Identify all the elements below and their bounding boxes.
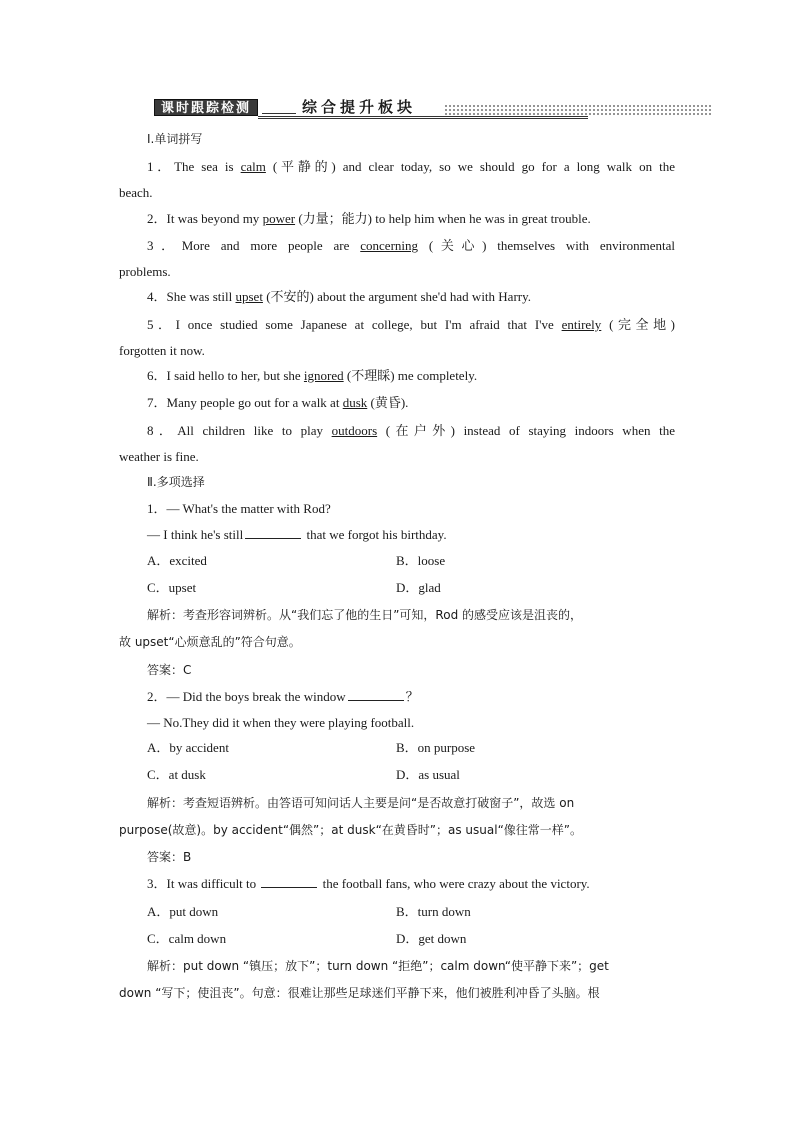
- answer-word: ignored: [303, 368, 344, 383]
- question-item: 1．The sea is calm (平静的) and clear today, so we should go for a long walk on the: [147, 159, 675, 174]
- question-stem: 1．— What's the matter with Rod?: [147, 501, 331, 516]
- option-c: C．calm down: [147, 931, 227, 946]
- answer-text: 答案：B: [147, 850, 192, 864]
- option-b: B．turn down: [396, 904, 471, 919]
- option-row: [147, 903, 675, 921]
- question-item: 8．All children like to play outdoors (在户外) instead of staying indoors when the: [147, 423, 675, 438]
- question-item: 6．I said hello to her, but she ignored (不理睬) me completely.: [147, 368, 478, 383]
- option-c: C．upset: [147, 580, 197, 595]
- analysis-text: 故 upset“心烦意乱的”符合句意。: [119, 635, 301, 649]
- option-a: A．excited: [147, 553, 207, 568]
- answer-word: calm: [240, 159, 266, 174]
- analysis-text: 解析：考查短语辨析。由答语可知问话人主要是问“是否故意打破窗子”，故选 on: [147, 796, 575, 810]
- option-row: [147, 930, 675, 948]
- option-row: [147, 739, 675, 757]
- question-item: 5．I once studied some Japanese at college, but I'm afraid that I've entirely (完全地): [147, 317, 675, 332]
- question-continuation: forgotten it now.: [119, 343, 205, 358]
- question-item: 2．It was beyond my power (力量；能力) to help him when he was in great trouble.: [147, 211, 591, 226]
- question-stem: 3．It was difficult to the football fans, who were crazy about the victory.: [147, 876, 590, 891]
- answer-word: entirely: [561, 317, 602, 332]
- question-continuation: weather is fine.: [119, 449, 199, 464]
- question-stem: — I think he's still that we forgot his birthday.: [147, 527, 447, 542]
- question-continuation: beach.: [119, 185, 153, 200]
- question-item: 7．Many people go out for a walk at dusk (黄昏).: [147, 395, 409, 410]
- option-c: C．at dusk: [147, 767, 206, 782]
- answer-text: 答案：C: [147, 663, 192, 677]
- option-row: [147, 552, 675, 570]
- banner-rule: [258, 118, 588, 119]
- option-b: B．loose: [396, 553, 446, 568]
- analysis-text: down “写下；使沮丧”。句意：很难让那些足球迷们平静下来，他们被胜利冲昏了头脑。根: [119, 986, 600, 1000]
- banner-decoration: [262, 103, 296, 114]
- answer-blank: [261, 875, 317, 888]
- section-heading: Ⅱ.多项选择: [147, 475, 205, 489]
- answer-word: upset: [235, 289, 263, 304]
- banner-title: 综合提升板块: [302, 98, 417, 116]
- option-d: D．get down: [396, 931, 467, 946]
- analysis-text: 解析：考查形容词辨析。从“我们忘了他的生日”可知，Rod 的感受应该是沮丧的，: [147, 608, 583, 622]
- question-stem: 2．— Did the boys break the window ？: [147, 689, 419, 704]
- answer-word: concerning: [360, 238, 419, 253]
- option-d: D．as usual: [396, 767, 460, 782]
- option-row: [147, 579, 675, 597]
- question-continuation: problems.: [119, 264, 171, 279]
- answer-word: power: [262, 211, 296, 226]
- option-d: D．glad: [396, 580, 441, 595]
- analysis-text: 解析：put down “镇压；放下”；turn down “拒绝”；calm down“使平静下来”；get: [147, 959, 609, 973]
- option-row: [147, 766, 675, 784]
- option-a: A．put down: [147, 904, 219, 919]
- banner-dots: [444, 104, 712, 116]
- analysis-text: purpose(故意)。by accident“偶然”；at dusk“在黄昏时”；as usual“像往常一样”。: [119, 823, 583, 837]
- question-item: 4．She was still upset (不安的) about the argument she'd had with Harry.: [147, 289, 532, 304]
- section-banner: [152, 97, 712, 121]
- banner-tag: 课时跟踪检测: [154, 99, 258, 116]
- section-heading: Ⅰ.单词拼写: [147, 132, 203, 146]
- question-stem: — No.They did it when they were playing football.: [147, 715, 415, 730]
- answer-word: outdoors: [331, 423, 378, 438]
- option-a: A．by accident: [147, 740, 229, 755]
- answer-blank: [245, 526, 301, 539]
- answer-blank: [348, 688, 404, 701]
- option-b: B．on purpose: [396, 740, 476, 755]
- question-item: 3．More and more people are concerning (关心) themselves with environmental: [147, 238, 675, 253]
- answer-word: dusk: [342, 395, 368, 410]
